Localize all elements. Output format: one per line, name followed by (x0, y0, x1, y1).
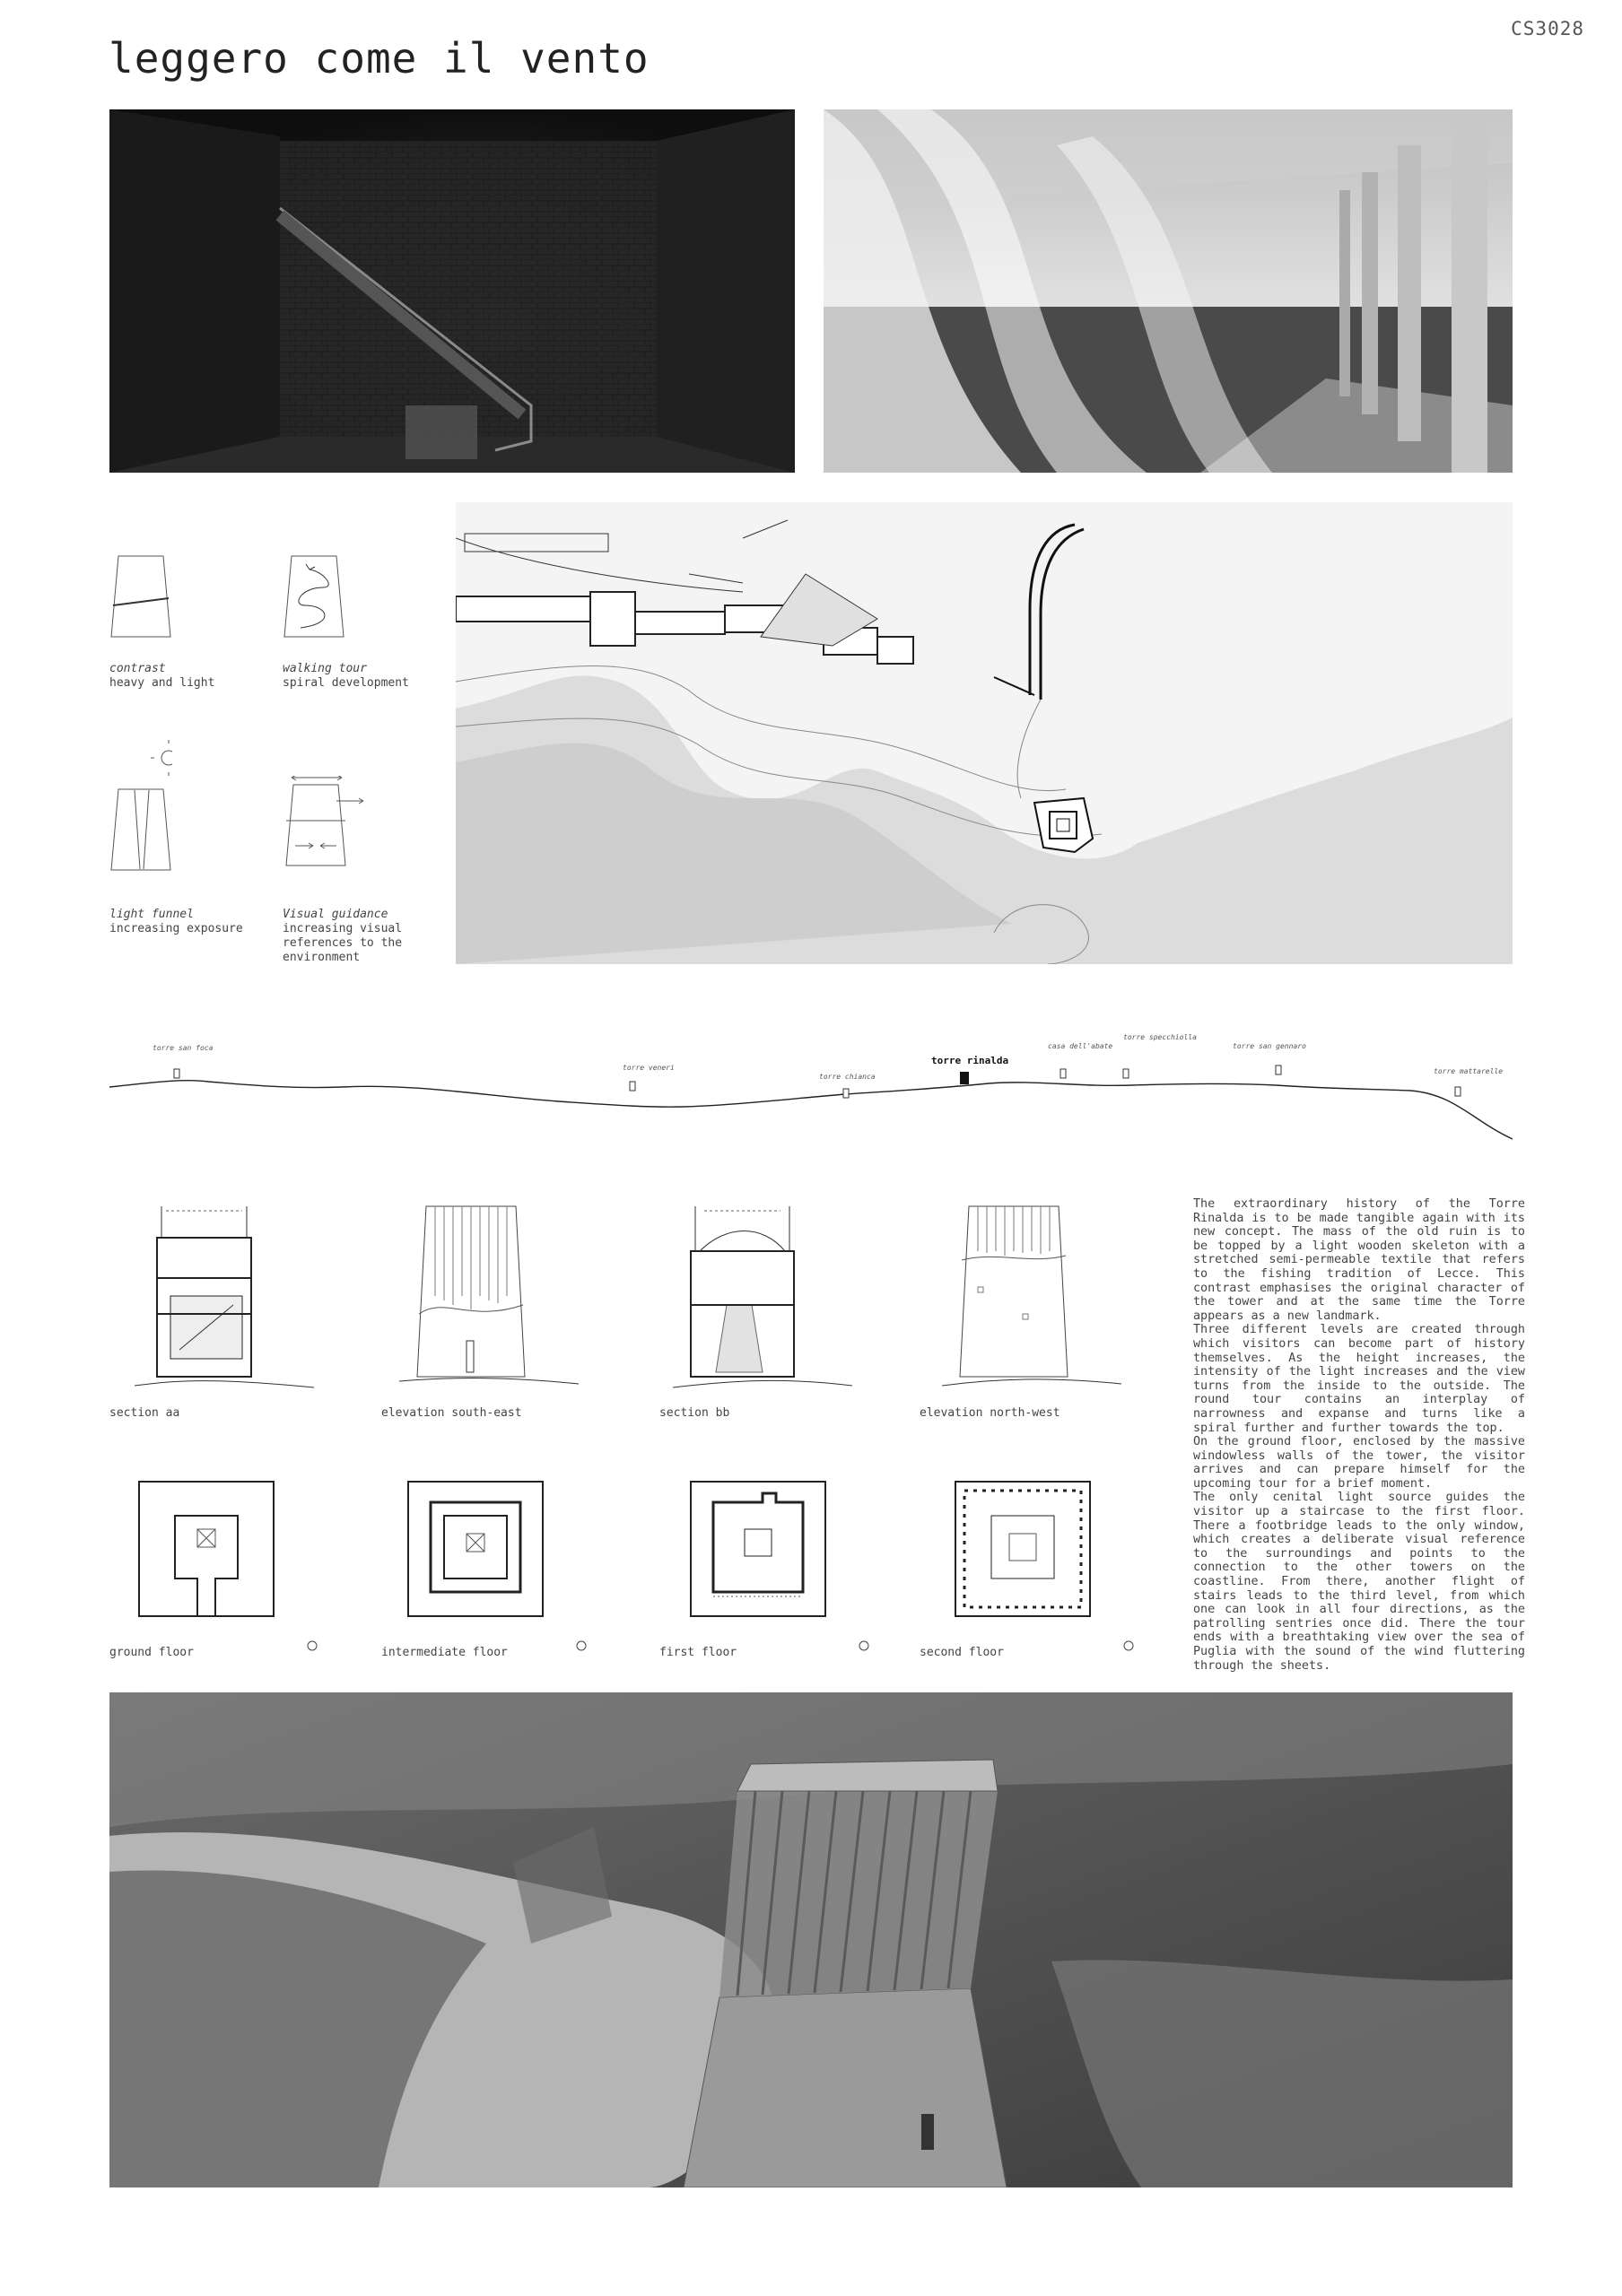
tower-label-rinalda: torre rinalda (931, 1055, 1009, 1066)
elevation-south-east-drawing (399, 1197, 579, 1398)
elevation-north-west-drawing (942, 1197, 1121, 1398)
intermediate-floor-label: intermediate floor (381, 1646, 508, 1659)
first-floor-label: first floor (659, 1646, 737, 1659)
description-paragraph: Three different levels are created through which visitors can become part of history themselves. As the height increases, the intensity of the light increases and the view turns from the inside to the outside. The round tour contains an interplay of narrowness and expanse and turns like a spiral further and further towards the top. (1193, 1323, 1525, 1435)
tower-label-san-gennaro: torre san gennaro (1233, 1042, 1306, 1050)
concept-visual-guidance-text: increasing visual references to the environment (283, 922, 403, 964)
ground-floor-plan (126, 1462, 341, 1658)
section-bb-drawing (673, 1197, 852, 1398)
elevation-south-east-label: elevation south-east (381, 1406, 522, 1420)
concept-walking-tour-diagram (283, 552, 345, 641)
ground-floor-label: ground floor (109, 1646, 194, 1659)
aerial-tower-render (109, 1692, 1513, 2187)
second-floor-plan (942, 1462, 1157, 1658)
tower-label-san-foca: torre san foca (153, 1044, 214, 1052)
interior-stair-render (109, 109, 795, 473)
concept-light-funnel-text: increasing exposure (109, 922, 243, 935)
second-floor-label: second floor (920, 1646, 1004, 1659)
section-bb-label: section bb (659, 1406, 730, 1420)
tower-label-chianca: torre chianca (819, 1073, 876, 1081)
tower-label-mattarelle: torre mattarelle (1434, 1067, 1504, 1075)
concept-visual-guidance-diagram (283, 776, 372, 874)
section-aa-label: section aa (109, 1406, 180, 1420)
section-aa-drawing (135, 1197, 314, 1398)
tower-label-specchiolla: torre specchiolla (1123, 1033, 1197, 1041)
description-paragraph: On the ground floor, enclosed by the massive windowless walls of the tower, the visitor arrives and can prepare himself for the upcoming tour for a brief moment. (1193, 1435, 1525, 1491)
concept-contrast-text: heavy and light (109, 676, 215, 690)
description-paragraph: The only cenital light source guides the visitor up a staircase to the first floor. There a footbridge leads to the only window, which creates a deliberate visual reference to the surroundings and points to the connection to the other towers on the coastline. From there, another flight of stairs leads to the third level, from which one can look in all four directions, as the patrolling sentries once did. There the tour ends with a breathtaking view over the sea of Puglia with the sound of the wind fluttering through the sheets. (1193, 1491, 1525, 1673)
concept-walking-tour-title: walking tour (283, 662, 367, 675)
first-floor-plan (677, 1462, 893, 1658)
project-description (1193, 1197, 1525, 1673)
concept-walking-tour-text: spiral development (283, 676, 409, 690)
sheet-code: CS3028 (1511, 18, 1584, 39)
concept-light-funnel-title: light funnel (109, 908, 194, 921)
description-paragraph: The extraordinary history of the Torre Rinalda is to be made tangible again with its new concept. The mass of the old ruin is to be topped by a light wooden skeleton with a stretched semi-permeable textile that refers to the fishing tradition of Lecce. This contrast emphasises the original character of the tower and at the same time the Torre appears as a new landmark. (1193, 1197, 1525, 1323)
site-plan (456, 502, 1513, 964)
concept-contrast-title: contrast (109, 662, 166, 675)
textile-gallery-render (824, 109, 1513, 473)
page-title: leggero come il vento (109, 34, 650, 83)
tower-label-veneri: torre veneri (623, 1064, 675, 1072)
elevation-north-west-label: elevation north-west (920, 1406, 1060, 1420)
concept-contrast-diagram (109, 552, 172, 641)
concept-visual-guidance-title: Visual guidance (283, 908, 388, 921)
intermediate-floor-plan (395, 1462, 610, 1658)
coastline-profile (109, 1031, 1513, 1166)
tower-label-casa-dell-abate: casa dell'abate (1048, 1042, 1113, 1050)
concept-light-funnel-diagram (109, 740, 172, 874)
